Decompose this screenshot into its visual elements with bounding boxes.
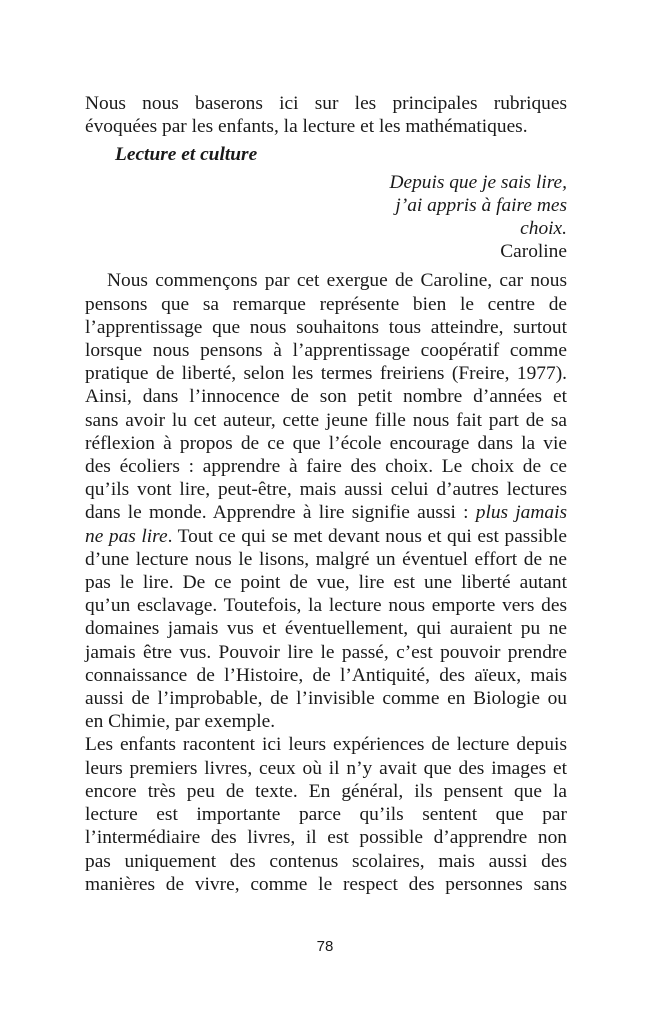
text-line: pas uniquement des contenus scolaires, mais aussi des (85, 850, 567, 872)
text-line: d’une lecture nous le lisons, malgré un éventuel effort de ne (85, 548, 567, 570)
text-line: lecture est importante parce qu’ils sentent que par (85, 804, 567, 826)
text-line: connaissance de l’Histoire, de l’Antiquité, des aïeux, mais (85, 664, 567, 686)
text-line: Nous commençons par cet exergue de Caroline, car nous (107, 270, 567, 292)
text-line (85, 501, 567, 524)
epigraph-line: choix. (520, 218, 567, 240)
section-heading: Lecture et culture (115, 144, 258, 166)
text-line: aussi de l’improbable, de l’invisible comme en Biologie ou (85, 688, 567, 710)
text-line: qu’ils vont lire, peut-être, mais aussi celui d’autres lectures (85, 479, 567, 501)
text-line: manières de vivre, comme le respect des personnes sans (85, 873, 567, 895)
body-paragraph-2 (85, 733, 567, 895)
text-line: Les enfants racontent ici leurs expériences de lecture depuis (85, 734, 567, 756)
text-line: leurs premiers livres, ceux où il n’y avait que des images et (85, 757, 567, 779)
epigraph-line: Depuis que je sais lire, (389, 171, 567, 193)
text-line: en Chimie, par exemple. (85, 711, 276, 733)
text-line: pas le lire. De ce point de vue, lire est une liberté autant (85, 572, 567, 594)
page-number: 78 (316, 938, 334, 955)
page-body (85, 92, 567, 896)
text-segment: . Tout ce qui se met devant nous et qui est passible (167, 525, 567, 547)
text-line: pratique de liberté, selon les termes freiriens (Freire, 1977). (85, 363, 567, 385)
epigraph-attribution: Caroline (500, 241, 567, 263)
text-line: lorsque nous pensons à l’apprentissage coopératif comme (85, 340, 567, 362)
text-line: l’intermédiaire des livres, il est possible d’apprendre non (85, 827, 567, 849)
text-segment: dans le monde. Apprendre à lire signifie aussi : (85, 502, 476, 524)
text-line: des écoliers : apprendre à faire des choix. Le choix de ce (85, 456, 567, 478)
text-line: Ainsi, dans l’innocence de son petit nombre d’années et (85, 386, 567, 408)
intro-line: évoquées par les enfants, la lecture et les mathématiques. (85, 116, 528, 138)
epigraph-line: j’ai appris à faire mes (395, 194, 567, 216)
intro-paragraph (85, 92, 567, 138)
text-line: encore très peu de texte. En général, ils pensent que la (85, 780, 567, 802)
text-line: domaines jamais vus et éventuellement, qui auraient pu ne (85, 618, 567, 640)
text-line: qu’un esclavage. Toutefois, la lecture nous emporte vers des (85, 595, 567, 617)
text-line: pensons que sa remarque représente bien le centre de (85, 293, 567, 315)
text-line: sans avoir lu cet auteur, cette jeune fille nous fait part de sa (85, 409, 567, 431)
epigraph (85, 171, 567, 264)
text-line (85, 525, 567, 548)
italic-segment: ne pas lire (85, 525, 168, 547)
text-line: jamais être vus. Pouvoir lire le passé, c’est pouvoir prendre (85, 641, 567, 663)
body-paragraph-1 (85, 269, 567, 733)
intro-line: Nous nous baserons ici sur les principales rubriques (85, 93, 567, 114)
text-line: réflexion à propos de ce que l’école encourage dans la vie (85, 432, 567, 454)
text-line: l’apprentissage que nous souhaitons tous atteindre, surtout (85, 316, 567, 338)
italic-segment: plus jamais (475, 502, 568, 524)
